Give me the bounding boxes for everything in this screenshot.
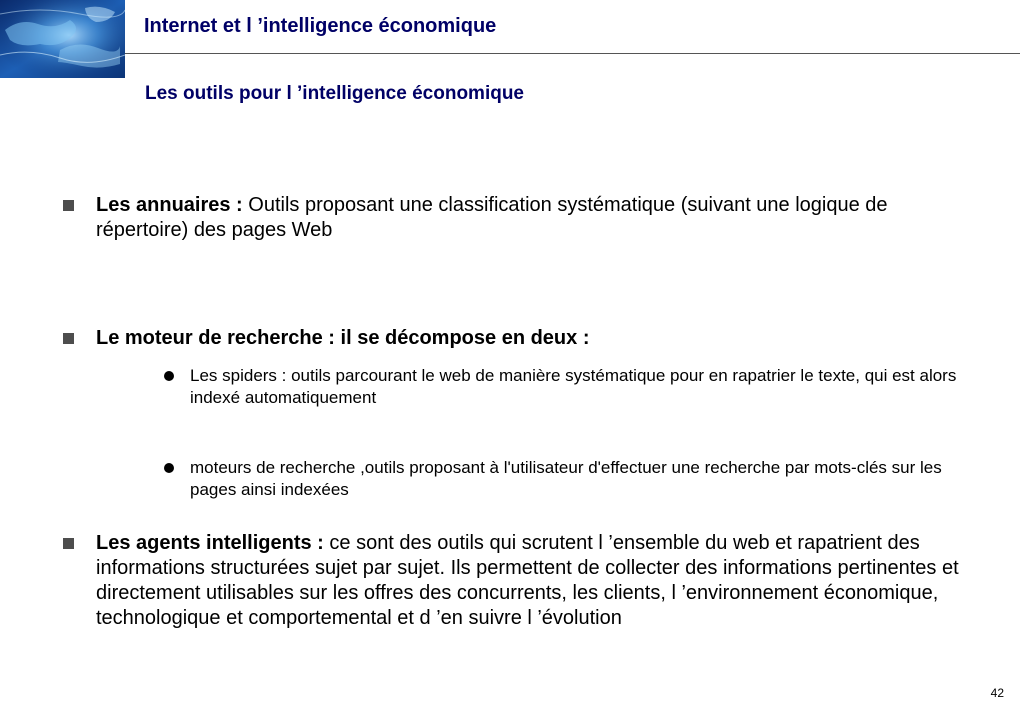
bullet-lead: Le moteur de recherche : il se décompose en deux : xyxy=(96,327,590,349)
round-bullet-icon xyxy=(164,371,174,381)
bullet-agents-intelligents xyxy=(96,531,966,631)
round-bullet-icon xyxy=(164,463,174,473)
header-title: Internet et l ’intelligence économique xyxy=(144,15,497,37)
header-divider xyxy=(125,53,1020,54)
bullet-text: Outils proposant une classification systématique (suivant une logique de répertoire) des pages Web xyxy=(96,194,888,241)
bullet-annuaires xyxy=(96,193,966,243)
globe-logo-image xyxy=(0,0,125,78)
bullet-lead: Les agents intelligents : xyxy=(96,532,324,554)
slide-subtitle: Les outils pour l ’intelligence économique xyxy=(145,83,524,104)
square-bullet-icon xyxy=(63,200,74,211)
sub-bullet-text: moteurs de recherche ,outils proposant à l'utilisateur d'effectuer une recherche par mots-clés sur les pages ainsi indexées xyxy=(190,458,942,499)
globe-icon xyxy=(0,0,125,78)
square-bullet-icon xyxy=(63,538,74,549)
bullet-lead: Les annuaires : xyxy=(96,194,243,216)
sub-bullet-moteurs xyxy=(190,457,965,501)
page-number: 42 xyxy=(990,686,1004,700)
square-bullet-icon xyxy=(63,333,74,344)
sub-bullet-text: Les spiders : outils parcourant le web de manière systématique pour en rapatrier le texte, qui est alors indexé automatiquement xyxy=(190,366,957,407)
sub-bullet-spiders xyxy=(190,365,965,409)
bullet-text: ce sont des outils qui scrutent l ’ensemble du web et rapatrient des informations structurées sujet par sujet. Ils permettent de collecter des informations pertinentes et directement utilisables sur les offres des concurrents, les clients, l ’environnement économique, technologique et comportemental et d ’en suivre l ’évolution xyxy=(96,532,959,629)
bullet-moteur-recherche xyxy=(96,326,966,351)
